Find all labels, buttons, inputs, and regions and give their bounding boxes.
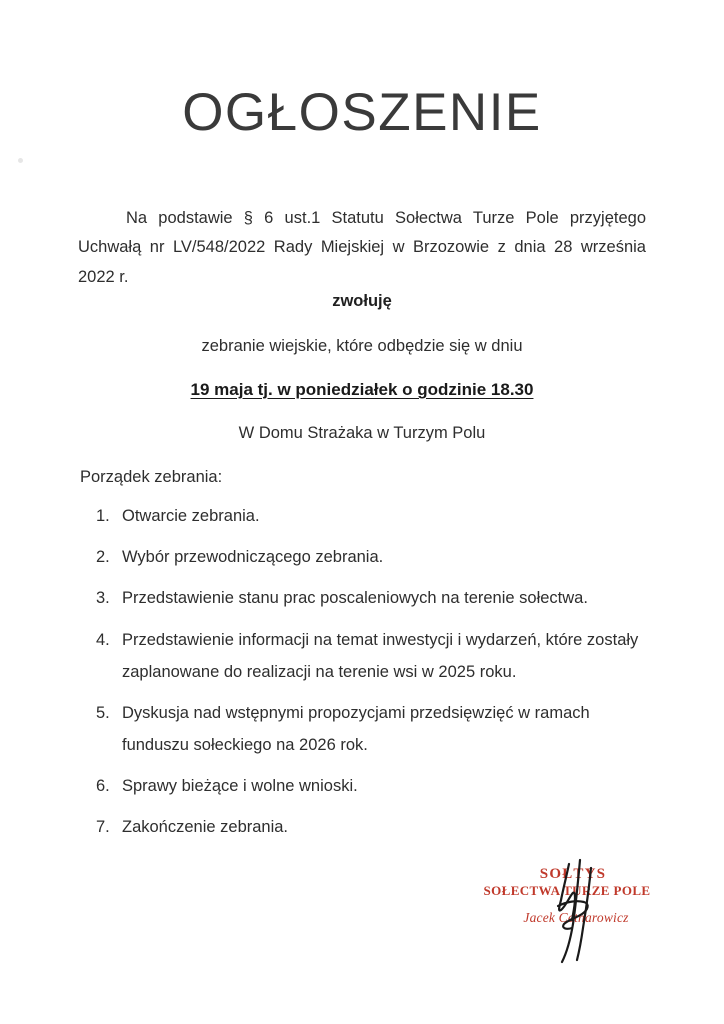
list-item [96,811,654,843]
list-item-text: Otwarcie zebrania. [122,507,260,525]
list-item [96,500,654,532]
list-item-number: 1. [96,507,110,525]
meeting-location: W Domu Strażaka w Turzym Polu [238,424,486,442]
list-item-text: Dyskusja nad wstępnymi propozycjami przedsięwzięć w ramach funduszu sołeckiego na 2026 rok. [122,703,590,755]
list-item-text: Sprawy bieżące i wolne wnioski. [122,777,358,796]
list-item-number: 5. [96,703,110,722]
list-item-text: Przedstawienie stanu prac poscaleniowych na terenie sołectwa. [122,589,588,608]
list-item-text: Zakończenie zebrania. [122,818,289,837]
list-item-number: 7. [96,818,110,837]
list-item [96,697,654,761]
list-item [96,582,654,614]
legal-basis-paragraph: Na podstawie § 6 ust.1 Statutu Sołectwa Turze Pole przyjętego Uchwałą nr LV/548/2022 Rady Miejskiej w Brzozowie z dnia 28 września 2022 r. [78,209,646,286]
list-item-number: 4. [96,630,110,649]
list-item-number: 3. [96,589,110,608]
list-item-number: 2. [96,548,110,567]
meeting-intro-line: zebranie wiejskie, które odbędzie się w dniu [201,337,523,355]
stamp-organization-line: SOŁECTWA TURZE POLE [483,882,651,898]
meeting-announcement-block [0,292,724,443]
list-item [96,624,654,688]
list-item-number: 6. [96,777,110,796]
list-item-text: Wybór przewodniczącego zebrania. [122,548,384,567]
meeting-datetime: 19 maja tj. w poniedziałek o godzinie 18.30 [190,380,534,399]
agenda-list [96,500,654,853]
stamp-person-name: Jacek Cetnarowicz [523,910,629,926]
scan-artifact-speck [18,158,23,163]
page-title: OGŁOSZENIE [182,83,542,142]
list-item [96,770,654,802]
signature-block [478,866,668,966]
convene-keyword: zwołuję [332,292,392,310]
list-item [96,541,654,573]
agenda-heading: Porządek zebrania: [80,468,223,486]
official-stamp [478,866,668,926]
list-item-text: Przedstawienie informacji na temat inwestycji i wydarzeń, które zostały zaplanowane do realizacji na terenie wsi w 2025 roku. [122,630,639,681]
stamp-title-line: SOŁTYS [539,866,607,882]
